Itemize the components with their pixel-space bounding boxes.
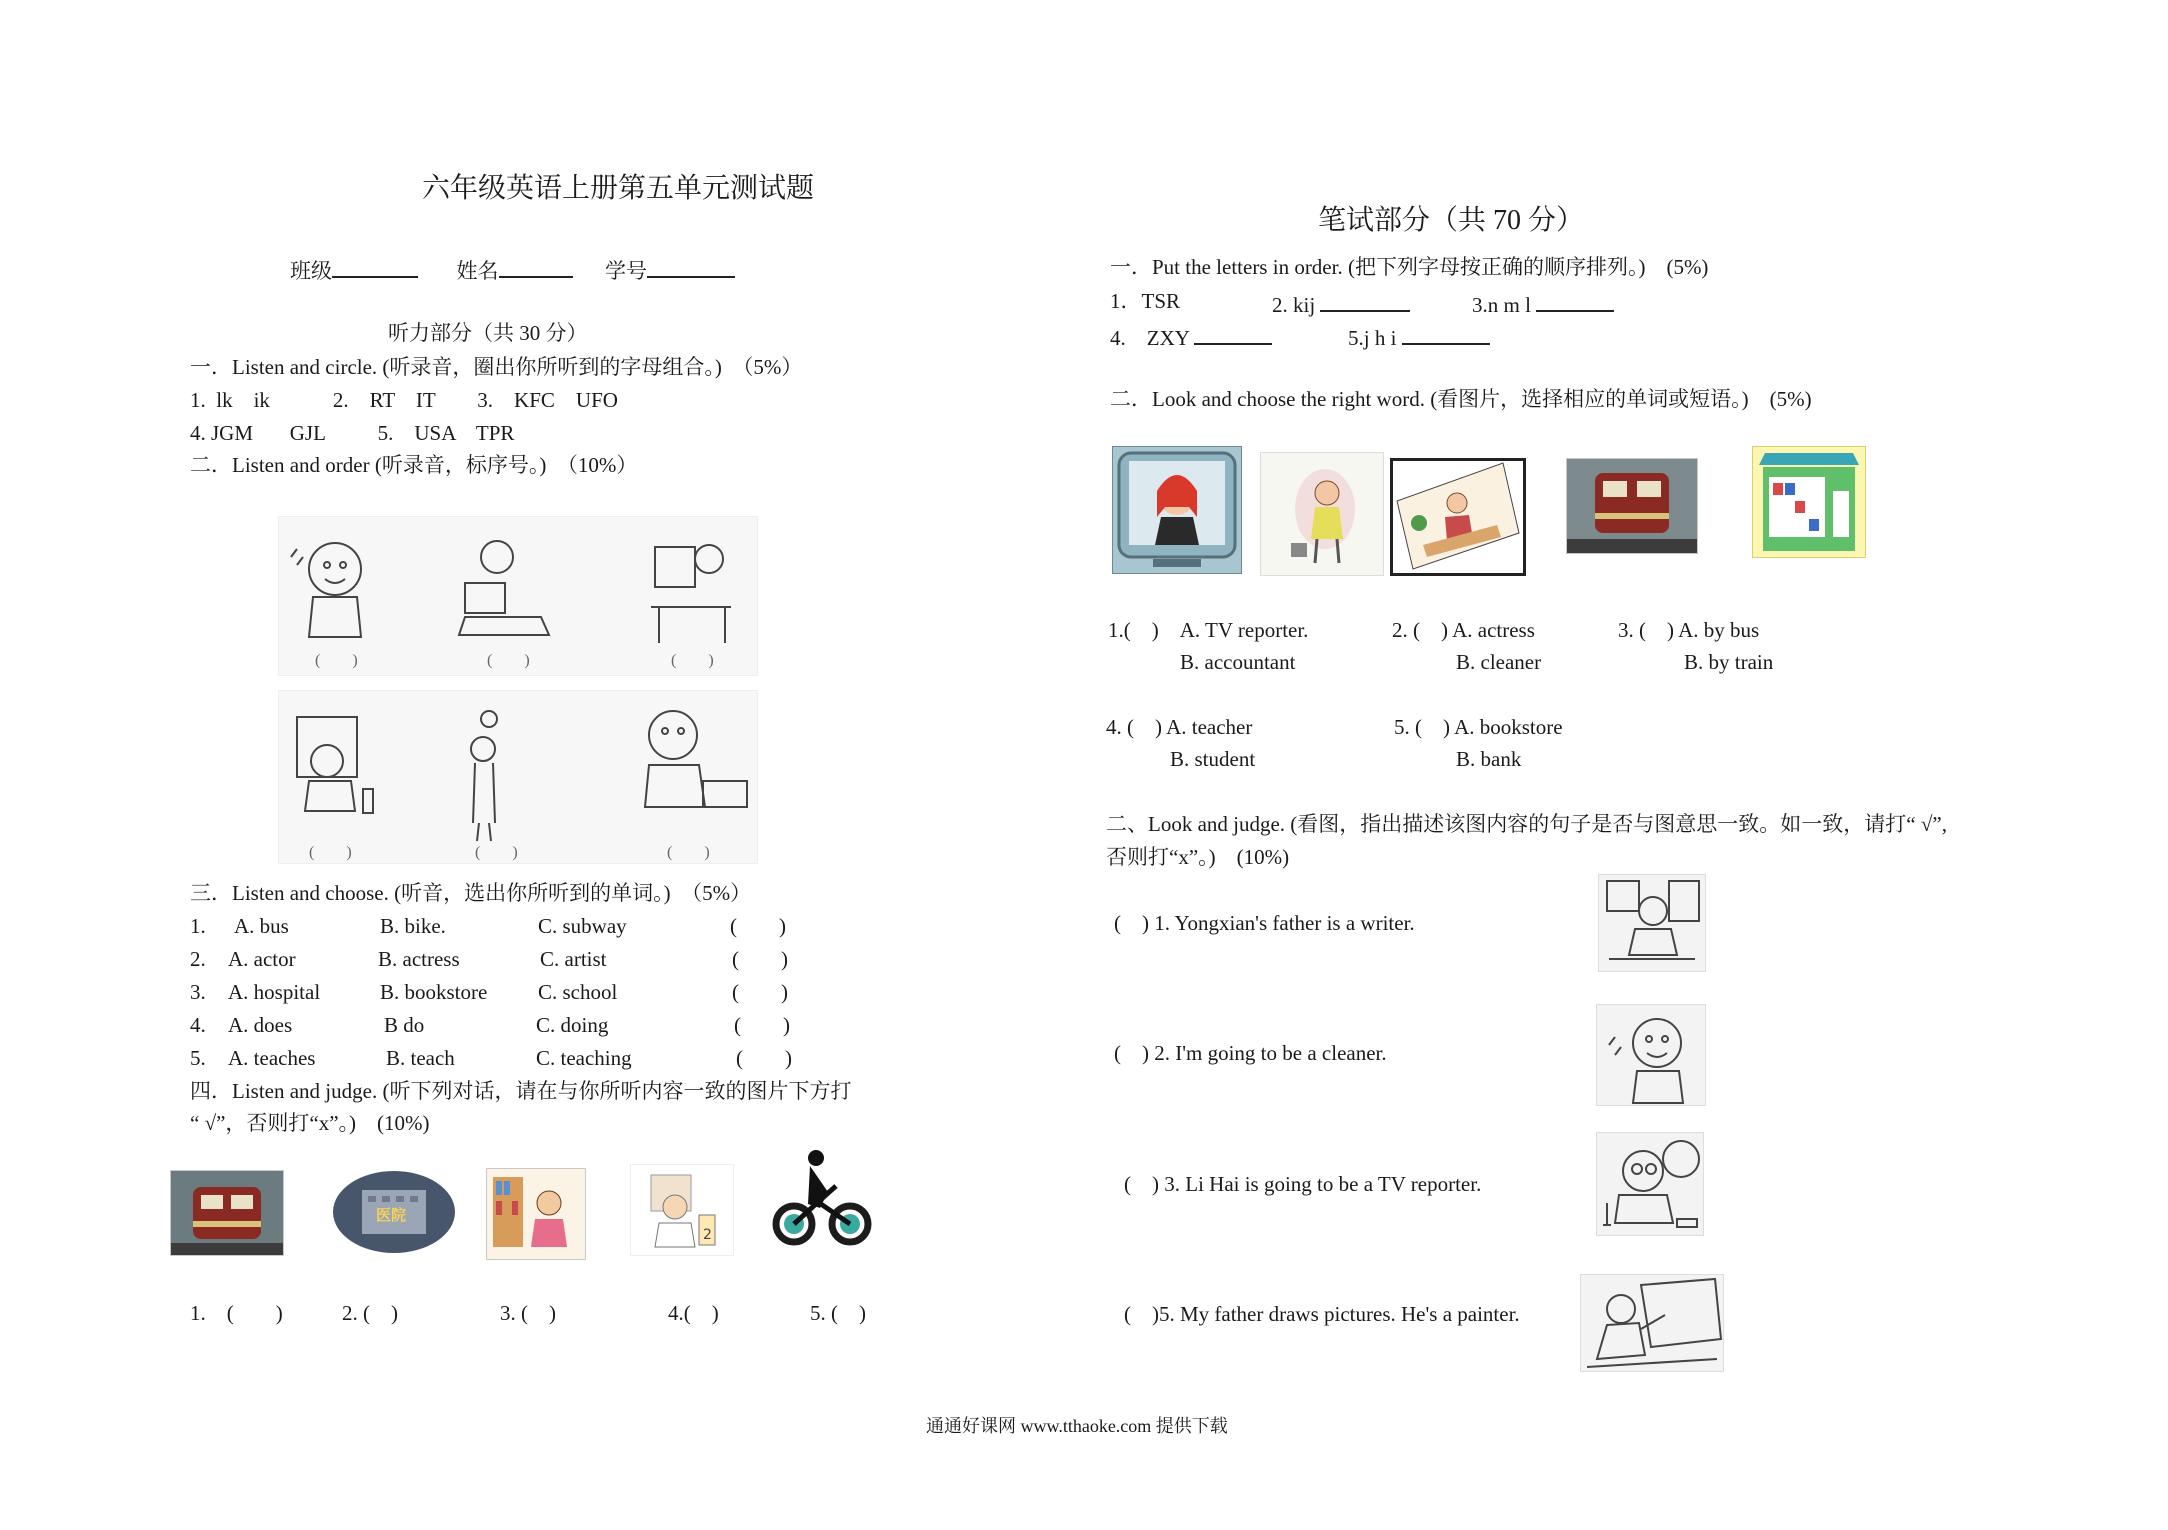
l-s3-r3-num: 4.	[190, 1013, 206, 1037]
r-s2-q5a[interactable]: 5. ( ) A. bookstore	[1394, 715, 1563, 739]
r-s2-q4b: B. student	[1170, 747, 1256, 771]
r-s2-heading: 二．Look and choose the right word. (看图片，选择相应的单词或短语。) (5%)	[1110, 387, 1812, 411]
student-info	[290, 254, 735, 284]
l-s3-r1-a: A. actor	[228, 947, 296, 971]
svg-text:( ): ( )	[487, 652, 530, 669]
svg-text:( ): ( )	[671, 652, 714, 669]
r-s1-i3-blank[interactable]	[1536, 288, 1614, 312]
tv-reporter-icon	[1113, 447, 1241, 573]
r-s1-i2-blank[interactable]	[1320, 288, 1410, 312]
tv-reporter-picture	[1112, 446, 1242, 574]
bookstore-picture	[1752, 446, 1866, 558]
l-s3-r1-paren[interactable]: ( )	[732, 947, 788, 971]
l-s4-ans-2[interactable]: 2. ( )	[342, 1301, 398, 1325]
r-s2-q5b: B. bank	[1456, 747, 1522, 771]
l-s3-r0-paren[interactable]: ( )	[730, 914, 786, 938]
l-s4-ans-5[interactable]: 5. ( )	[810, 1301, 866, 1325]
svg-text:2: 2	[703, 1227, 712, 1243]
train-icon	[171, 1171, 283, 1255]
r-s2-q3b: B. by train	[1684, 650, 1774, 674]
r-s3-item-3[interactable]: ( ) 3. Li Hai is going to be a TV reporter.	[1124, 1172, 1482, 1196]
l-s3-r1-num: 2.	[190, 947, 206, 971]
writer-icon	[1599, 875, 1705, 971]
l-s3-r2-paren[interactable]: ( )	[732, 980, 788, 1004]
l-s3-r3-c: C. doing	[536, 1013, 609, 1037]
painter-picture	[1580, 1274, 1724, 1372]
l-s1-heading: 一．Listen and circle. (听录音，圈出你所听到的字母组合。) （5%）	[190, 355, 803, 379]
r-s3-item-4[interactable]: ( )5. My father draws pictures. He's a painter.	[1124, 1302, 1520, 1326]
l-s3-r4-paren[interactable]: ( )	[736, 1046, 792, 1070]
l-s3-heading: 三．Listen and choose. (听音，选出你所听到的单词。) （5%）	[190, 881, 752, 905]
l-s3-r2-b: B. bookstore	[380, 980, 488, 1004]
order-row1-drawing	[279, 517, 757, 675]
r-s2-q1b: B. accountant	[1180, 650, 1296, 674]
r-s1-i5	[1348, 321, 1490, 351]
class-blank[interactable]	[332, 254, 418, 278]
r-s1-i4-label: 4. ZXY	[1110, 326, 1190, 350]
l-s4-ans-4[interactable]: 4.( )	[668, 1301, 719, 1325]
svg-text:( ): ( )	[667, 844, 710, 861]
l-s3-r2-c: C. school	[538, 980, 618, 1004]
order-pictures-row1	[278, 516, 758, 676]
l-s3-r4-num: 5.	[190, 1046, 206, 1070]
actress-icon	[1261, 453, 1383, 575]
bookstore-icon	[1753, 447, 1865, 557]
l-s3-r0-b: B. bike.	[380, 914, 446, 938]
l-s3-r0-num: 1.	[190, 914, 206, 938]
l-s3-r0-c: C. subway	[538, 914, 627, 938]
listening-title: 听力部分（共 30 分）	[388, 321, 588, 345]
tv-reporter-boy-picture	[1596, 1132, 1704, 1236]
l-s2-heading: 二．Listen and order (听录音，标序号。) （10%）	[190, 453, 638, 477]
l-s3-r4-c: C. teaching	[536, 1046, 632, 1070]
r-s1-i5-label: 5.j h i	[1348, 326, 1397, 350]
hospital-picture	[332, 1170, 456, 1254]
r-s1-i2	[1272, 288, 1410, 318]
r-s1-i3-label: 3.n m l	[1472, 293, 1531, 317]
doctor-picture	[630, 1164, 734, 1256]
l-s1-line2: 4. JGM GJL 5. USA TPR	[190, 421, 515, 445]
l-s1-line1: 1. lk ik 2. RT IT 3. KFC UFO	[190, 388, 618, 412]
l-s4-heading1: 四．Listen and judge. (听下列对话，请在与你所听内容一致的图片下方打	[190, 1079, 852, 1103]
accountant-picture	[1390, 458, 1526, 576]
r-s3-item-1[interactable]: ( ) 1. Yongxian's father is a writer.	[1114, 911, 1415, 935]
name-blank[interactable]	[499, 254, 573, 278]
r-s1-i4-blank[interactable]	[1194, 321, 1272, 345]
l-s3-r4-b: B. teach	[386, 1046, 455, 1070]
order-row2-drawing	[279, 691, 757, 863]
train-picture-2	[1566, 458, 1698, 554]
number-blank[interactable]	[647, 254, 735, 278]
hospital-sign: 医院	[376, 1206, 407, 1224]
l-s3-r4-a: A. teaches	[228, 1046, 316, 1070]
r-s1-i1: 1．TSR	[1110, 289, 1181, 313]
l-s3-r1-b: B. actress	[378, 947, 460, 971]
l-s3-r2-a: A. hospital	[228, 980, 321, 1004]
r-s2-q2a[interactable]: 2. ( ) A. actress	[1392, 618, 1535, 642]
l-s4-heading2: “ √”，否则打“x”。) (10%)	[190, 1111, 430, 1135]
l-s3-r3-b: B do	[384, 1013, 425, 1037]
l-s3-r1-c: C. artist	[540, 947, 607, 971]
train-picture	[170, 1170, 284, 1256]
r-s1-heading: 一．Put the letters in order. (把下列字母按正确的顺序排列。) (5%)	[1110, 255, 1709, 279]
actress-picture	[1260, 452, 1384, 576]
r-s1-i3	[1472, 288, 1614, 318]
painter-icon	[1581, 1275, 1723, 1371]
doctor-icon	[631, 1165, 733, 1255]
r-s1-i4	[1110, 321, 1272, 351]
left-title: 六年级英语上册第五单元测试题	[422, 173, 815, 204]
r-s3-heading1: 二、Look and judge. (看图，指出描述该图内容的句子是否与图意思一致。如一致，请打“ √”,	[1106, 812, 1947, 836]
l-s3-r0-a: A. bus	[234, 914, 289, 938]
l-s4-ans-3[interactable]: 3. ( )	[500, 1301, 556, 1325]
bookstore-clerk-icon	[487, 1169, 585, 1259]
cleaner-icon	[1597, 1005, 1705, 1105]
r-s1-i5-blank[interactable]	[1402, 321, 1490, 345]
name-label: 姓名	[456, 259, 499, 283]
order-pictures-row2	[278, 690, 758, 864]
svg-text:( ): ( )	[315, 652, 358, 669]
r-s2-q2b: B. cleaner	[1456, 650, 1542, 674]
r-s1-i2-label: 2. kij	[1272, 293, 1316, 317]
l-s4-ans-1[interactable]: 1. ( )	[190, 1301, 283, 1325]
r-s3-heading2: 否则打“x”。) (10%)	[1106, 845, 1290, 869]
l-s3-r2-num: 3.	[190, 980, 206, 1004]
accountant-icon	[1393, 461, 1523, 573]
cyclist-picture	[770, 1146, 874, 1250]
bookstore-clerk-picture	[486, 1168, 586, 1260]
r-s2-q3a[interactable]: 3. ( ) A. by bus	[1618, 618, 1760, 642]
cleaner-picture	[1596, 1004, 1706, 1106]
l-s3-r3-paren[interactable]: ( )	[734, 1013, 790, 1037]
footer-credit: 通通好课网 www.tthaoke.com 提供下载	[926, 1416, 1228, 1436]
right-title: 笔试部分（共 70 分）	[1318, 205, 1585, 236]
svg-text:( ): ( )	[475, 844, 518, 861]
r-s3-item-2[interactable]: ( ) 2. I'm going to be a cleaner.	[1114, 1041, 1387, 1065]
cyclist-icon	[770, 1146, 874, 1250]
writer-picture	[1598, 874, 1706, 972]
tv-reporter-boy-icon	[1597, 1133, 1703, 1235]
number-label: 学号	[605, 259, 647, 283]
train-icon-2	[1567, 459, 1697, 553]
r-s2-q4a[interactable]: 4. ( ) A. teacher	[1106, 715, 1253, 739]
l-s3-r3-a: A. does	[228, 1013, 293, 1037]
class-label: 班级	[290, 259, 332, 283]
r-s2-q1a[interactable]: 1.( ) A. TV reporter.	[1108, 618, 1309, 642]
svg-text:( ): ( )	[309, 844, 352, 861]
